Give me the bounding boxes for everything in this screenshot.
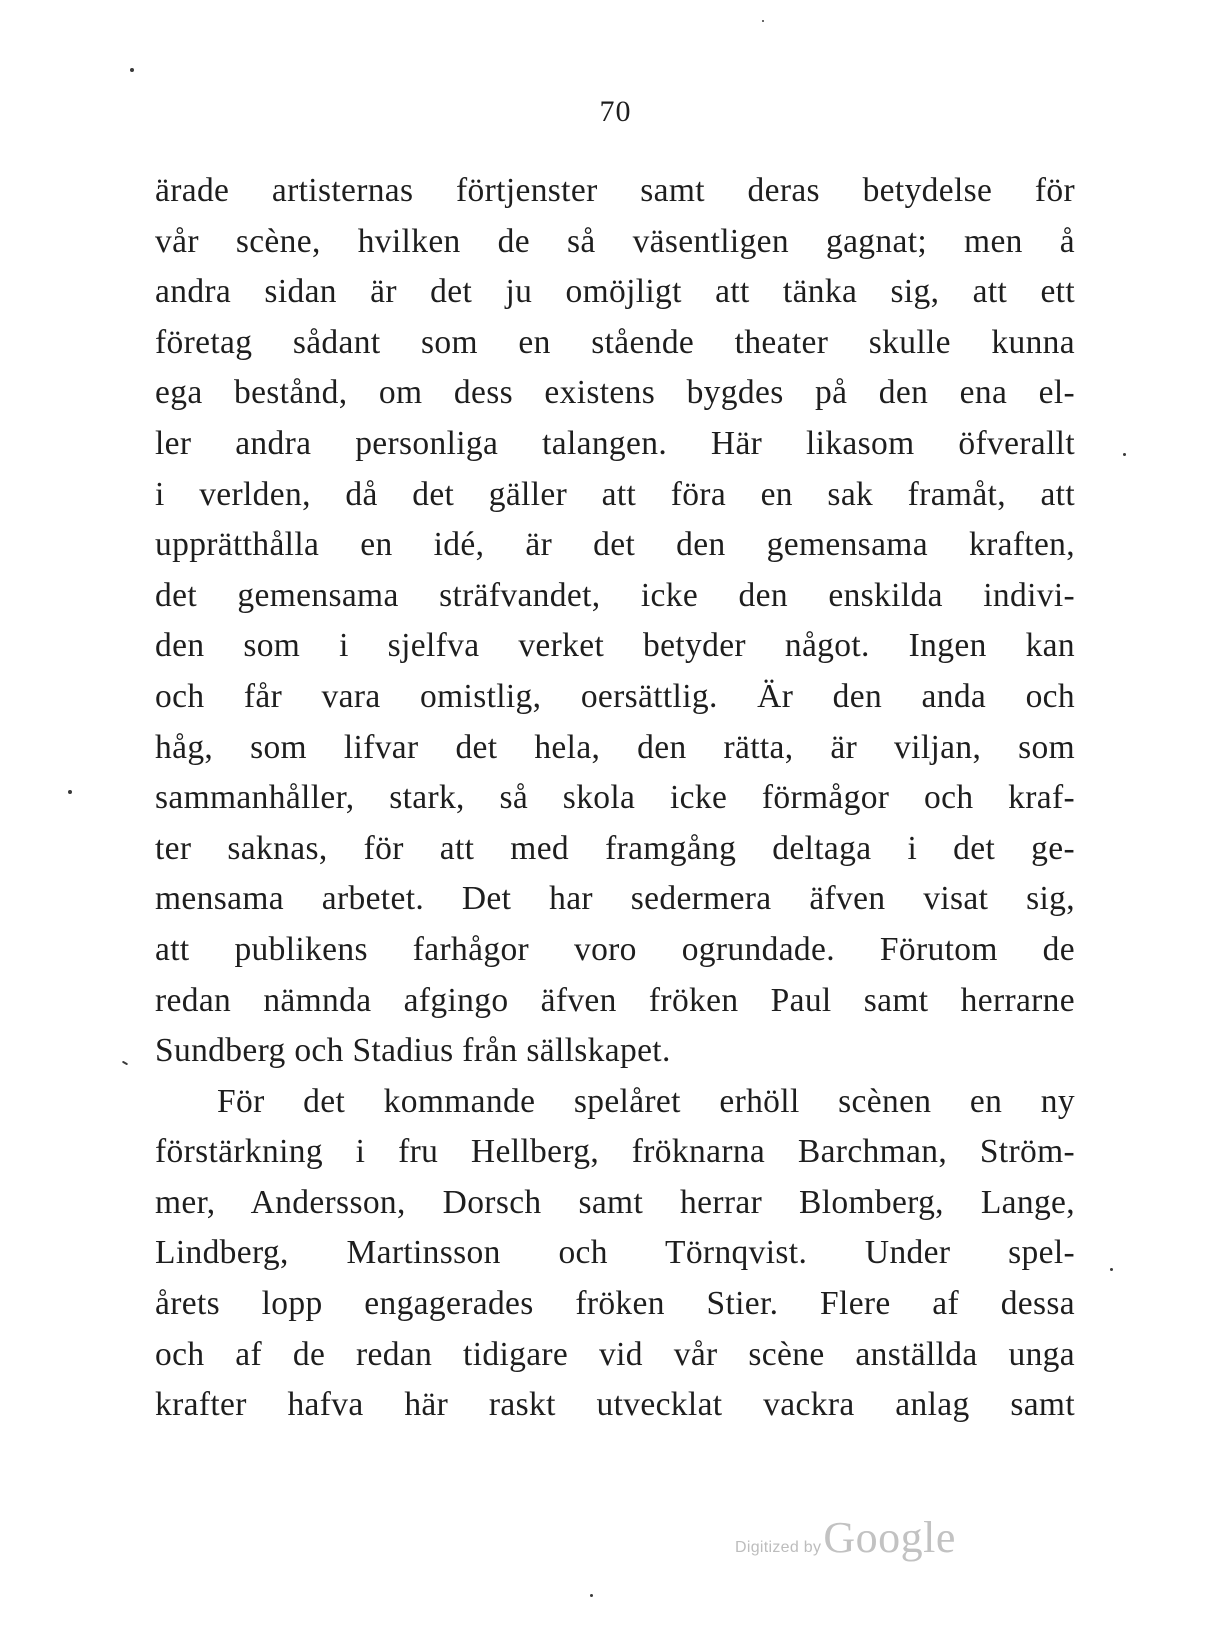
- text-line: den som i sjelfva verket betyder något. Ingen kan: [155, 627, 1075, 665]
- digitized-watermark: [735, 1512, 956, 1563]
- text-line: redan nämnda afgingo äfven fröken Paul samt herrarne: [155, 981, 1075, 1019]
- text-line: och af de redan tidigare vid vår scène anställda unga: [155, 1335, 1075, 1373]
- scan-speck: [590, 1594, 593, 1597]
- text-line: ärade artisternas förtjenster samt deras betydelse för: [155, 172, 1075, 209]
- watermark-prefix: Digitized by: [735, 1539, 822, 1556]
- text-line: ler andra personliga talangen. Här likasom öfverallt: [155, 424, 1075, 462]
- paragraph-last-line: Sundberg och Stadius från sällskapet.: [155, 1032, 671, 1070]
- text-line: det gemensama sträfvandet, icke den enskilda indivi-: [155, 576, 1075, 614]
- scan-speck: [1110, 1268, 1113, 1271]
- text-line: mensama arbetet. Det har sedermera äfven visat sig,: [155, 880, 1075, 918]
- text-line: vår scène, hvilken de så väsentligen gagnat; men å: [155, 222, 1075, 260]
- scan-speck: [122, 1061, 128, 1066]
- text-line: håg, som lifvar det hela, den rätta, är viljan, som: [155, 728, 1075, 766]
- scan-speck: [762, 20, 764, 22]
- body-text: [155, 166, 1075, 1431]
- google-wordmark: Google: [823, 1513, 956, 1562]
- scan-speck: [1123, 453, 1126, 456]
- text-line: i verlden, då det gäller att föra en sak framåt, att: [155, 475, 1075, 513]
- text-line: att publikens farhågor voro ogrundade. Förutom de: [155, 930, 1075, 968]
- text-line: krafter hafva här raskt utvecklat vackra anlag samt: [155, 1386, 1075, 1424]
- text-line: årets lopp engagerades fröken Stier. Flere af dessa: [155, 1285, 1075, 1323]
- text-line: och får vara omistlig, oersättlig. Är den anda och: [155, 677, 1075, 715]
- text-line: företag sådant som en stående theater skulle kunna: [155, 323, 1075, 361]
- page-number: 70: [599, 95, 632, 128]
- text-line: ega bestånd, om dess existens bygdes på den ena el-: [155, 374, 1075, 412]
- text-line: mer, Andersson, Dorsch samt herrar Blomberg, Lange,: [155, 1183, 1075, 1221]
- text-line: förstärkning i fru Hellberg, fröknarna Barchman, Ström-: [155, 1133, 1075, 1171]
- scan-speck: [130, 68, 134, 72]
- text-line: ter saknas, för att med framgång deltaga i det ge-: [155, 829, 1075, 867]
- text-line: Lindberg, Martinsson och Törnqvist. Under spel-: [155, 1234, 1075, 1272]
- text-line: andra sidan är det ju omöjligt att tänka sig, att ett: [155, 273, 1075, 311]
- paragraph-first-line: För det kommande spelåret erhöll scènen en ny: [217, 1082, 1075, 1120]
- scan-speck: [68, 790, 72, 794]
- text-line: upprätthålla en idé, är det den gemensama kraften,: [155, 526, 1075, 564]
- text-line: sammanhåller, stark, så skola icke förmågor och kraf-: [155, 779, 1075, 817]
